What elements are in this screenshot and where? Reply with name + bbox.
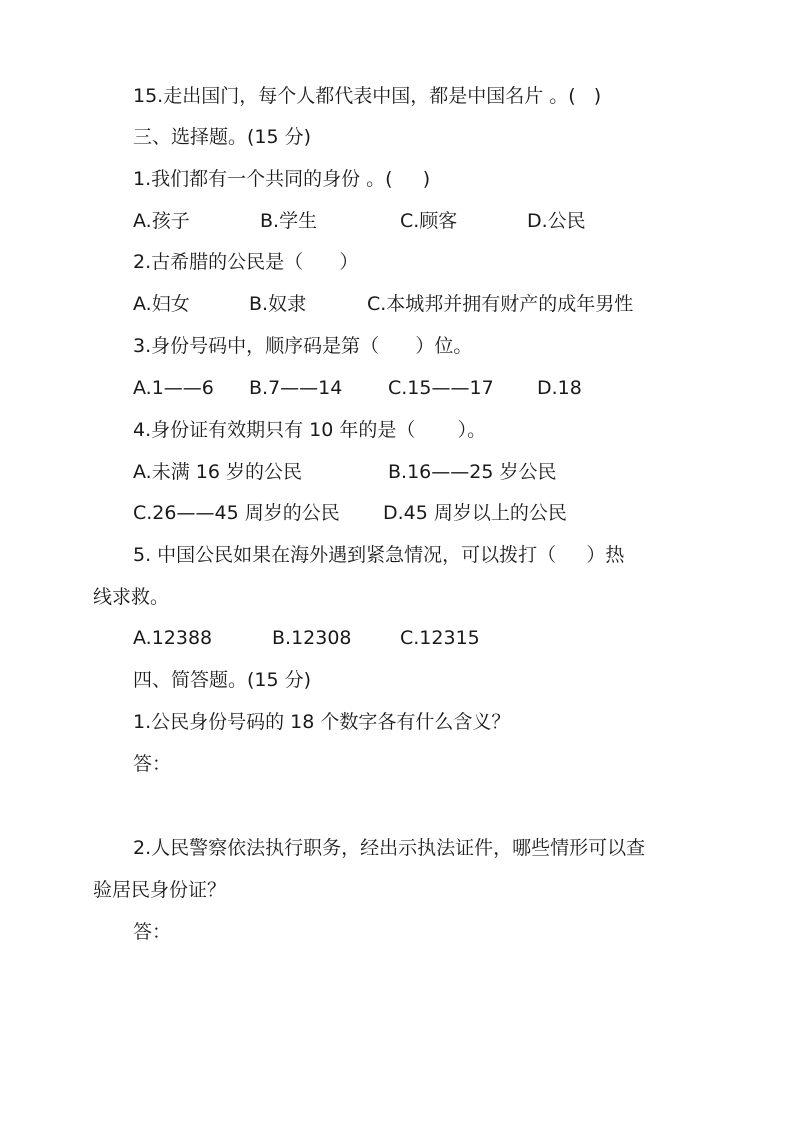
section-3-heading: 三、选择题。(15 分) — [133, 126, 312, 148]
choice-3-option-a: A.1——6 — [133, 377, 214, 399]
short-answer-1-answer-label: 答： — [133, 753, 172, 775]
choice-1-option-a: A.孩子 — [133, 210, 190, 232]
question-15: 15.走出国门，每个人都代表中国，都是中国名片 。( ) — [133, 85, 602, 107]
choice-3-option-b: B.7——14 — [249, 377, 343, 399]
choice-2-option-b: B.奴隶 — [249, 293, 307, 315]
choice-4-option-a: A.未满 16 岁的公民 — [133, 461, 302, 483]
choice-3-option-c: C.15——17 — [388, 377, 494, 399]
choice-4-option-b: B.16——25 岁公民 — [388, 461, 557, 483]
section-4-heading: 四、简答题。(15 分) — [133, 669, 312, 691]
choice-5-option-a: A.12388 — [133, 627, 213, 649]
choice-5-option-c: C.12315 — [400, 627, 480, 649]
choice-5-option-b: B.12308 — [272, 627, 352, 649]
choice-question-5-continued: 线求救。 — [93, 586, 170, 608]
choice-4-option-d: D.45 周岁以上的公民 — [383, 502, 567, 524]
short-answer-question-2-continued: 验居民身份证？ — [93, 879, 227, 901]
choice-question-4: 4.身份证有效期只有 10 年的是（ ）。 — [133, 419, 487, 441]
short-answer-2-answer-label: 答： — [133, 921, 172, 943]
choice-2-option-a: A.妇女 — [133, 293, 190, 315]
choice-question-3: 3.身份号码中，顺序码是第（ ）位。 — [133, 335, 473, 357]
choice-3-option-d: D.18 — [537, 377, 582, 399]
choice-question-1: 1.我们都有一个共同的身份 。( ) — [133, 168, 431, 190]
choice-4-option-c: C.26——45 周岁的公民 — [133, 502, 340, 524]
choice-1-option-b: B.学生 — [260, 210, 318, 232]
short-answer-question-1: 1.公民身份号码的 18 个数字各有什么含义？ — [133, 711, 511, 733]
choice-question-2: 2.古希腊的公民是（ ） — [133, 251, 359, 273]
choice-2-option-c: C.本城邦并拥有财产的成年男性 — [367, 293, 634, 315]
short-answer-question-2: 2.人民警察依法执行职务，经出示执法证件，哪些情形可以查 — [133, 837, 646, 859]
choice-1-option-d: D.公民 — [527, 210, 586, 232]
choice-question-5: 5. 中国公民如果在海外遇到紧急情况，可以拨打（ ）热 — [133, 544, 625, 566]
choice-1-option-c: C.顾客 — [400, 210, 458, 232]
